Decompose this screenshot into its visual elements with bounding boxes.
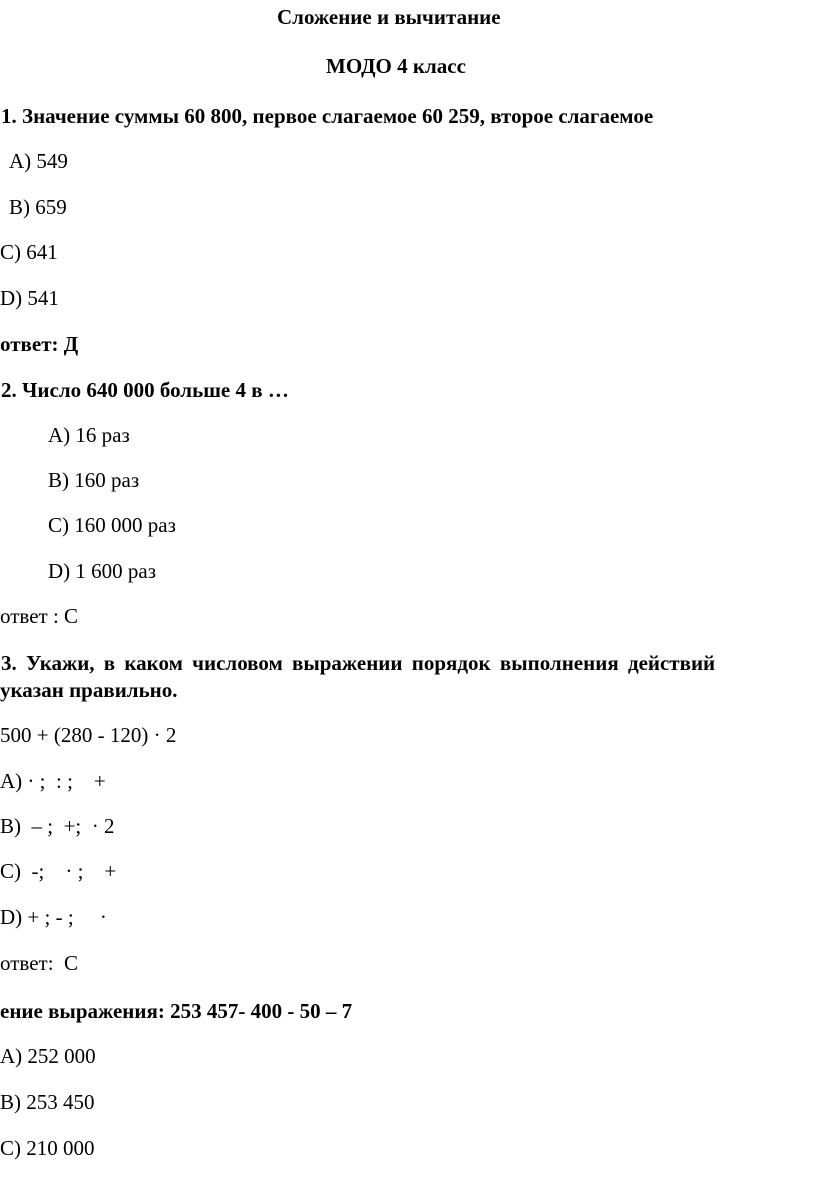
question-3-line-1: 3. Укажи, в каком числовом выражении порядок выполнения действий (1, 651, 716, 675)
q2-answer: ответ : С (0, 604, 79, 628)
q3-expression: 500 + (280 - 120) · 2 (0, 723, 177, 747)
question-1: 1. Значение суммы 60 800, первое слагаемое 60 259, второе слагаемое (1, 104, 654, 128)
q1-option-c: C) 641 (0, 240, 58, 264)
question-3-line-2: указан правильно. (0, 678, 178, 702)
page-subtitle: МОДО 4 класс (326, 54, 466, 78)
q4-option-b: B) 253 450 (0, 1090, 95, 1114)
q3-option-d: D) + ; - ; · (0, 905, 107, 929)
q1-answer: ответ: Д (0, 332, 79, 356)
q3-option-c: C) -; · ; + (0, 859, 117, 883)
page-title: Сложение и вычитание (277, 5, 501, 29)
question-2: 2. Число 640 000 больше 4 в … (1, 378, 289, 402)
q2-option-b: B) 160 раз (48, 468, 140, 492)
q4-option-c: C) 210 000 (0, 1136, 95, 1160)
q2-option-d: D) 1 600 раз (48, 559, 157, 583)
q3-option-b: B) – ; +; · 2 (0, 814, 115, 838)
q4-option-a: A) 252 000 (0, 1044, 96, 1068)
q1-option-b: B) 659 (9, 195, 67, 219)
q2-option-c: C) 160 000 раз (48, 513, 176, 537)
q1-option-d: D) 541 (0, 286, 59, 310)
question-4: ение выражения: 253 457- 400 - 50 – 7 (0, 999, 353, 1023)
q2-option-a: A) 16 раз (48, 423, 130, 447)
q3-answer: ответ: С (0, 951, 79, 975)
q1-option-a: A) 549 (9, 149, 68, 173)
q3-option-a: A) · ; : ; + (0, 769, 106, 793)
